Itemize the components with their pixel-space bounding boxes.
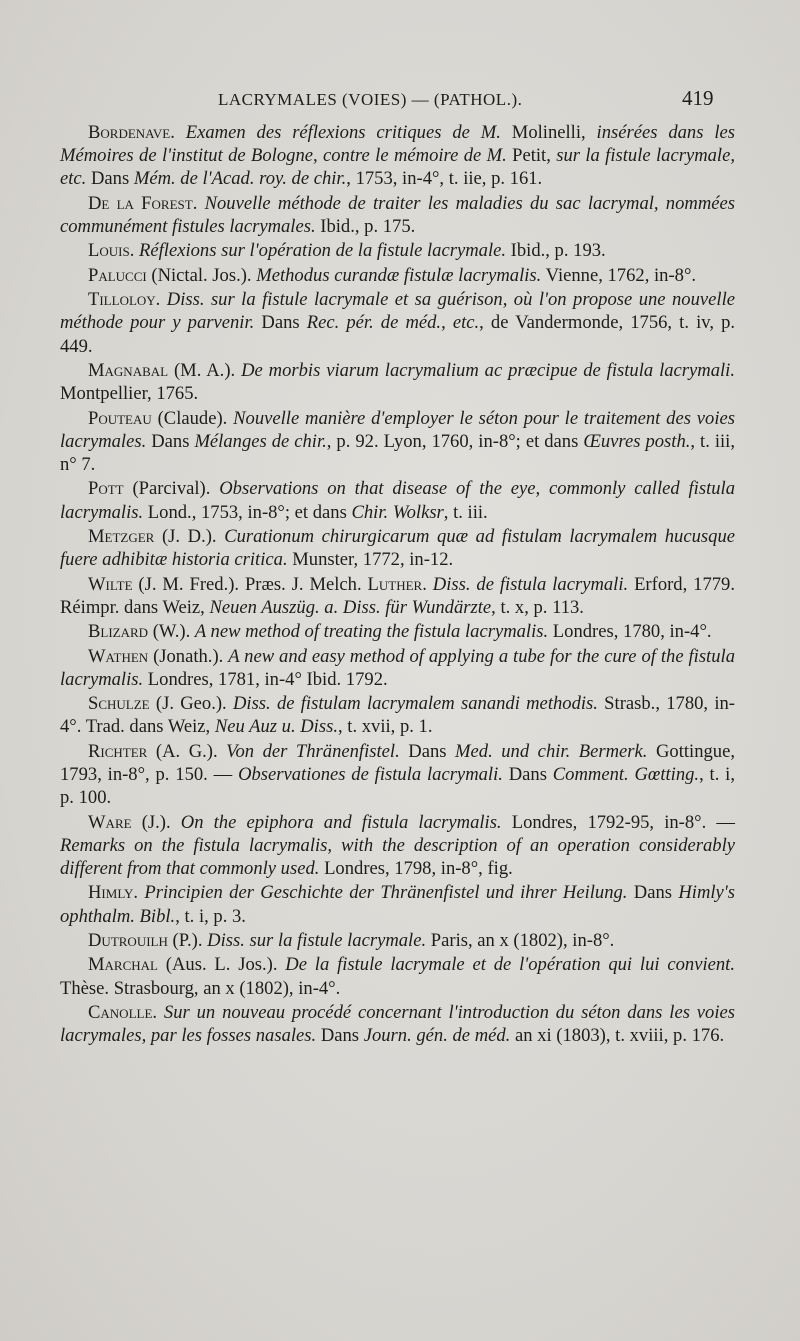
entry-author: Dutrouilh [88, 929, 168, 951]
running-title: LACRYMALES (VOIES) — (PATHOL.). [218, 90, 523, 109]
entry-text: (M. A.). [168, 359, 242, 381]
entry-text: Dans [627, 882, 679, 904]
entry-title: Nouvelle manière d'employer le séton pour le traitement des voies lacrymales. [60, 407, 735, 452]
entry-title: De la fistule lacrymale et de l'opération qui lui convient. [285, 954, 735, 976]
entry-title: Neu Auz u. Diss. [214, 716, 338, 738]
entry-text: , t. xvii, p. 1. [337, 716, 433, 738]
entry-title: Journ. gén. de méd. [363, 1025, 511, 1047]
entry-title: Réflexions sur l'opération de la fistule lacrymale. [139, 240, 507, 262]
bib-entry [60, 477, 735, 523]
bib-entry [60, 692, 735, 738]
entry-author: Marchal [88, 954, 158, 976]
entry-text: (Nictal. Jos.). [146, 264, 257, 286]
entry-title: Diss. sur la fistule lacrymale et sa guérison, où l'on propose une nouvelle méthode pour y parvenir. [60, 289, 735, 334]
entry-title: insérées dans les Mémoires de l'institut de Bologne, contre le mémoire de M. [60, 122, 735, 167]
entry-text: (J. D.). [154, 525, 225, 547]
entry-text: Strasb., 1780, in-4°. Trad. dans Weiz, [60, 693, 735, 738]
entry-text: Dans [316, 1025, 364, 1047]
entry-text: (J. Geo.). [149, 693, 233, 715]
bib-entry [60, 953, 735, 999]
bib-entry [60, 239, 735, 262]
entry-text: (J. M. Fred.). Præs. J. Melch. [132, 573, 368, 595]
entry-author: Wilte [88, 573, 133, 595]
entry-text: Petit, [506, 145, 557, 167]
entry-text: (W.). [148, 621, 195, 643]
entry-title: Sur un nouveau procédé concernant l'introduction du séton dans les voies lacrymales, par les fosses nasales. [60, 1001, 736, 1047]
bib-entry [60, 1001, 735, 1047]
entry-title: sur la fistule lacrymale, etc. [60, 145, 735, 190]
bib-entry [60, 407, 735, 477]
entry-title: Curationum chirurgicarum quæ ad fistulam lacrymalem hucusque fuere adhibitæ historia critica. [60, 525, 735, 571]
entry-text: Molinelli, [500, 122, 597, 143]
entry-author: De la Forest. [88, 192, 198, 214]
entry-title: Rec. pér. de méd., etc. [306, 312, 480, 334]
entry-text: Dans [254, 312, 307, 334]
bib-entry [60, 121, 735, 191]
entry-author: Luther. [367, 573, 427, 595]
entry-text: Londres, 1781, in-4° Ibid. 1792. [143, 668, 388, 690]
entry-text: , 1753, in-4°, t. iie, p. 161. [346, 168, 543, 190]
entry-text: an xi (1803), t. xviii, p. 176. [510, 1025, 725, 1047]
entry-text: Ibid., p. 175. [315, 216, 416, 237]
entry-text: Vienne, 1762, in-8°. [541, 264, 697, 286]
entry-title: Diss. de fistula lacrymali. [426, 573, 629, 595]
entry-text: (Parcival). [123, 478, 220, 500]
bib-entry [60, 929, 735, 952]
entry-text: (Claude). [151, 407, 234, 429]
entry-title: Examen des réflexions critiques de M. [185, 122, 501, 143]
entry-author: Schulze [88, 693, 150, 715]
entry-text: , t. iii, n° 7. [60, 430, 735, 475]
entry-title: Observationes de fistula lacrymali. [238, 763, 503, 785]
entry-title: Methodus curandæ fistulæ lacrymalis. [256, 264, 542, 286]
bibliography [60, 121, 735, 1048]
entry-title: Neuen Auszüg. a. Diss. für Wundärzte [209, 596, 492, 618]
entry-title: Mélanges de chir. [194, 430, 327, 452]
entry-text: Montpellier, 1765. [60, 383, 199, 405]
entry-author: Magnabal [88, 359, 169, 381]
entry-text: Londres, 1780, in-4°. [548, 621, 712, 643]
entry-title: De morbis viarum lacrymalium ac præcipue de fistula lacrymali. [241, 359, 735, 381]
bib-entry [60, 881, 735, 927]
entry-title: On the epiphora and fistula lacrymalis. [180, 811, 502, 833]
entry-author: Canolle. [88, 1001, 158, 1023]
entry-text: Dans [86, 168, 134, 190]
entry-text: , t. x, p. 113. [491, 596, 584, 618]
entry-text: (P.). [167, 929, 208, 951]
page-header [0, 86, 800, 116]
entry-title: Principien der Geschichte der Thränenfistel und ihrer Heilung. [144, 882, 628, 904]
entry-text: Gottingue, 1793, in-8°, p. 150. — [60, 740, 735, 785]
entry-title: Von der Thränenfistel. [226, 740, 400, 762]
entry-title: Nouvelle méthode de traiter les maladies du sac lacrymal, nommées communément fistules lacrymales. [60, 192, 736, 237]
page-number: 419 [682, 86, 714, 110]
entry-text: Thèse. Strasbourg, an x (1802), in-4°. [60, 977, 341, 999]
bib-entry [60, 645, 735, 691]
entry-author: Tilloloy. [88, 289, 161, 311]
entry-text: , t. iii. [443, 501, 488, 523]
entry-author: Himly. [88, 882, 138, 904]
entry-text: Ibid., p. 193. [506, 240, 606, 262]
entry-title: Himly's ophthalm. Bibl. [60, 882, 735, 927]
entry-text: Londres, 1792-95, in-8°. — [501, 811, 735, 833]
bib-entry [60, 525, 735, 571]
bib-entry [60, 573, 735, 619]
entry-title: Observations on that disease of the eye, commonly called fistula lacrymalis. [60, 478, 736, 523]
entry-author: Bordenave. [88, 122, 175, 143]
bib-entry [60, 740, 735, 810]
entry-title: Comment. Gœtting. [552, 763, 700, 785]
entry-text: (J.). [131, 811, 181, 833]
bib-entry [60, 359, 735, 405]
entry-text: , t. i, p. 100. [60, 763, 735, 809]
entry-text: Dans [146, 430, 195, 452]
entry-text: , p. 92. Lyon, 1760, in-8°; et dans [326, 430, 584, 452]
entry-text: Dans [399, 740, 456, 762]
entry-author: Richter [88, 740, 148, 762]
entry-author: Louis. [88, 240, 135, 262]
entry-author: Pouteau [88, 407, 152, 429]
entry-text: , t. i, p. 3. [175, 905, 246, 927]
bib-entry [60, 288, 735, 358]
entry-text: Munster, 1772, in-12. [287, 549, 454, 571]
entry-text: (A. G.). [147, 740, 227, 762]
entry-author: Blizard [88, 621, 149, 643]
bib-entry [60, 264, 735, 287]
entry-text: Dans [502, 763, 553, 785]
entry-title: Œuvres posth. [583, 430, 691, 452]
bib-entry [60, 620, 735, 643]
bib-entry [60, 811, 735, 881]
entry-text: Erford, 1779. Réimpr. dans Weiz, [60, 573, 735, 618]
entry-text: Paris, an x (1802), in-8°. [426, 929, 615, 951]
entry-text: (Aus. L. Jos.). [157, 954, 286, 976]
entry-title: Diss. sur la fistule lacrymale. [207, 929, 427, 951]
entry-title: Diss. de fistulam lacrymalem sanandi methodis. [232, 693, 598, 715]
entry-title: Remarks on the fistula lacrymalis, with the description of an operation considerably different from that commonly used. [60, 834, 735, 879]
entry-author: Ware [88, 811, 132, 833]
entry-text: , de Vandermonde, 1756, t. iv, p. 449. [60, 312, 736, 357]
entry-title: Chir. Wolksr [351, 501, 444, 523]
entry-text: Lond., 1753, in-8°; et dans [143, 501, 352, 523]
entry-author: Palucci [88, 264, 147, 286]
entry-title: A new method of treating the fistula lacrymalis. [194, 621, 549, 643]
bib-entry [60, 192, 735, 238]
entry-title: Med. und chir. Bermerk. [455, 740, 648, 762]
entry-author: Wathen [88, 645, 149, 667]
entry-text: (Jonath.). [148, 645, 229, 667]
entry-title: Mém. de l'Acad. roy. de chir. [133, 168, 347, 190]
entry-title: A new and easy method of applying a tube for the cure of the fistula lacrymalis. [60, 645, 735, 690]
entry-author: Pott [88, 478, 124, 500]
entry-text: Londres, 1798, in-8°, fig. [319, 857, 513, 879]
entry-author: Metzger [88, 525, 155, 547]
